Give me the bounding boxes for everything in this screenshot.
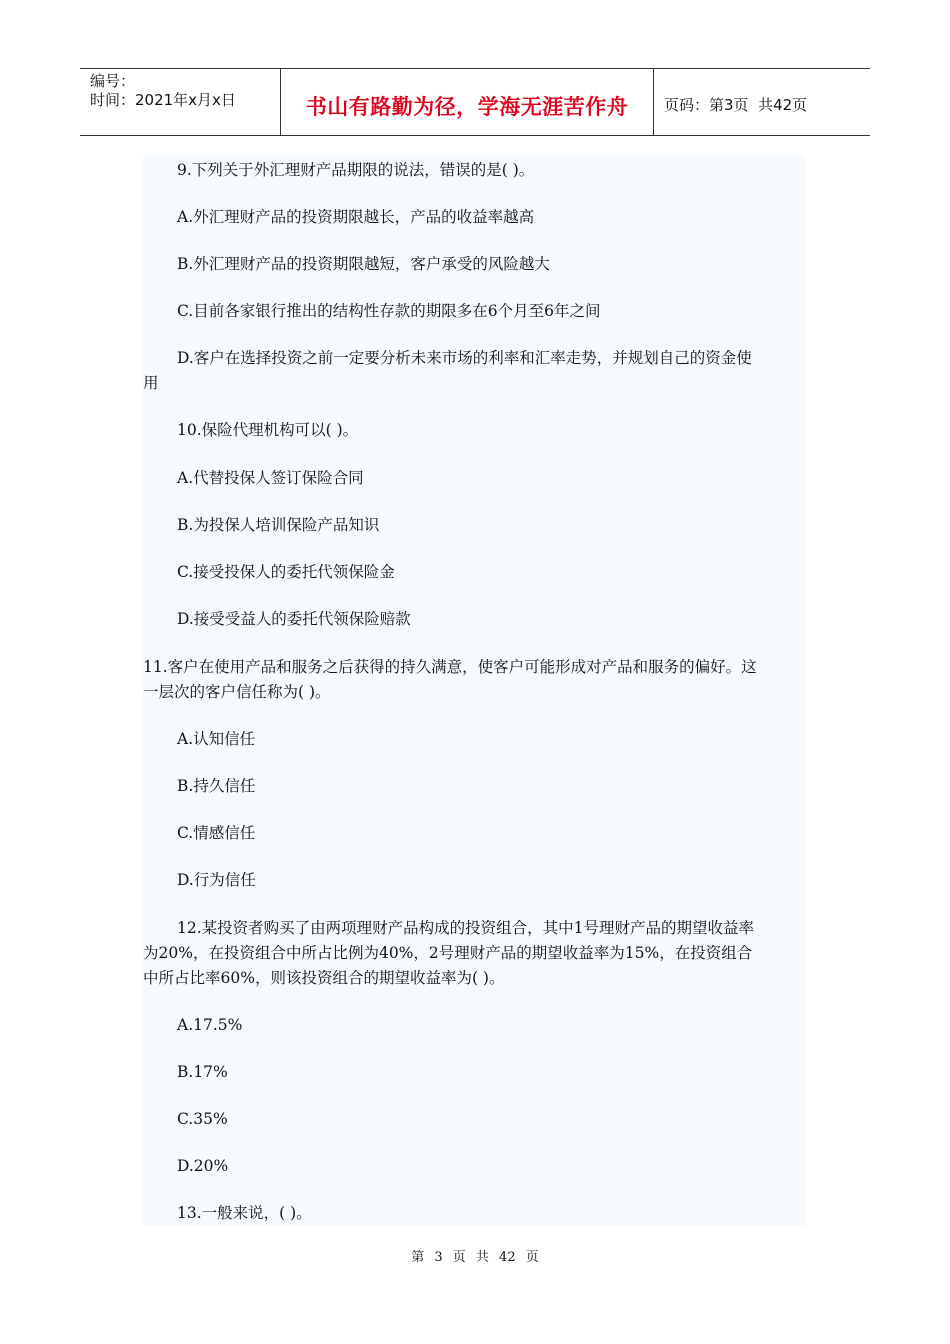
document-number-label: 编号： — [90, 72, 136, 90]
question-11-stem: 11.客户在使用产品和服务之后获得的持久满意，使客户可能形成对产品和服务的偏好。这 一层次的客户信任称为( )。 — [143, 658, 757, 701]
question-10-option-d: D.接受受益人的委托代领保险赔款 — [177, 610, 411, 628]
page-header — [80, 68, 870, 136]
question-10-option-a: A.代替投保人签订保险合同 — [177, 469, 364, 487]
header-meta-cell — [80, 69, 281, 135]
question-12-stem: 12.某投资者购买了由两项理财产品构成的投资组合，其中1号理财产品的期望收益率 为20%，在投资组合中所占比例为40%，2号理财产品的期望收益率为15%，在投资组合 中所占比率60%，则该投资组合的期望收益率为( )。 — [143, 919, 755, 987]
question-13-stem: 13.一般来说，( )。 — [177, 1204, 312, 1222]
question-12-option-a: A.17.5% — [177, 1016, 243, 1034]
header-page-cell — [654, 69, 870, 135]
page-footer: 第 3 页 共 42 页 — [411, 1250, 539, 1265]
header-page-info: 页码：第3页 共42页 — [664, 96, 808, 114]
question-9-stem: 9.下列关于外汇理财产品期限的说法，错误的是( )。 — [177, 161, 535, 179]
question-10-option-b: B.为投保人培训保险产品知识 — [177, 516, 380, 534]
question-9-option-c: C.目前各家银行推出的结构性存款的期限多在6个月至6年之间 — [177, 302, 601, 320]
question-10-stem: 10.保险代理机构可以( )。 — [177, 421, 359, 439]
question-content — [143, 156, 806, 1226]
question-10-option-c: C.接受投保人的委托代领保险金 — [177, 563, 395, 581]
header-motto: 书山有路勤为径，学海无涯苦作舟 — [305, 95, 629, 119]
header-motto-cell — [281, 69, 654, 135]
question-12-option-d: D.20% — [177, 1157, 229, 1175]
question-11-option-b: B.持久信任 — [177, 777, 256, 795]
question-9-option-d: D.客户在选择投资之前一定要分析未来市场的利率和汇率走势，并规划自己的资金使 用 — [143, 349, 752, 392]
question-12-option-c: C.35% — [177, 1110, 228, 1128]
question-12-option-b: B.17% — [177, 1063, 228, 1081]
question-11-option-d: D.行为信任 — [177, 871, 256, 889]
question-11-option-c: C.情感信任 — [177, 824, 256, 842]
question-9-option-a: A.外汇理财产品的投资期限越长，产品的收益率越高 — [177, 208, 535, 226]
question-11-option-a: A.认知信任 — [177, 730, 256, 748]
document-time-label: 时间：2021年x月x日 — [90, 91, 236, 109]
question-9-option-b: B.外汇理财产品的投资期限越短，客户承受的风险越大 — [177, 255, 550, 273]
